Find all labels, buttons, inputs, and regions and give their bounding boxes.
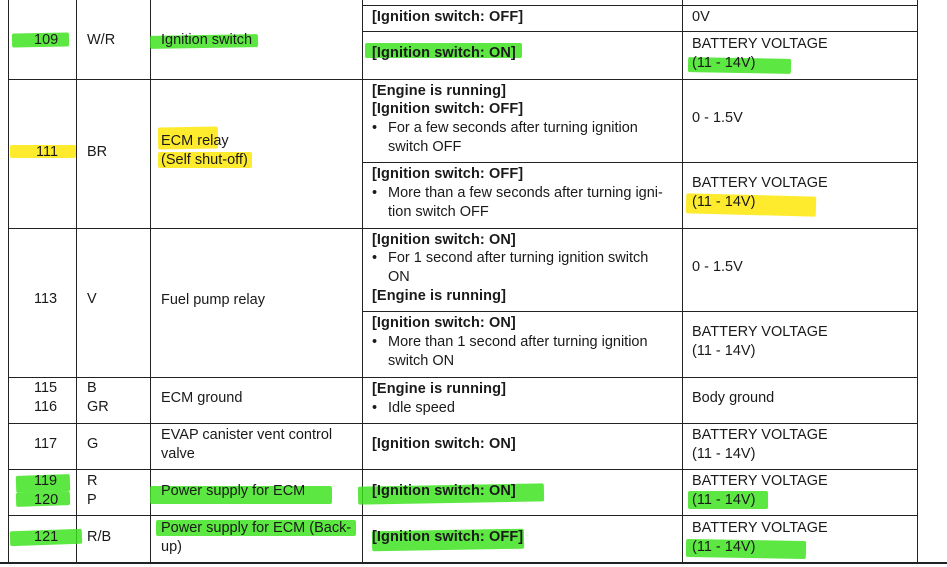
item-description: ECM ground (161, 390, 243, 406)
bullet-line: ON (388, 268, 410, 285)
sub-row-divider (362, 31, 918, 32)
condition-label: [Ignition switch: ON] (372, 232, 516, 248)
wire-color: BR (87, 144, 108, 160)
bullet-glyph: • (372, 120, 378, 136)
bullet-glyph: • (372, 400, 378, 416)
value-text: BATTERY VOLTAGE (692, 473, 828, 489)
terminal-number: 111 (36, 144, 59, 160)
condition-label: [Ignition switch: OFF] (372, 101, 524, 117)
condition-label: [Ignition switch: OFF] (372, 166, 524, 182)
bullet-glyph: • (372, 185, 378, 201)
terminal-number: 120 (34, 492, 59, 508)
value-text: 0 - 1.5V (692, 259, 743, 275)
terminal-number: 117 (34, 436, 58, 452)
condition-bullet (372, 249, 672, 287)
bullet-line: For 1 second after turning ignition switch (388, 250, 649, 266)
value-text: (11 - 14V) (692, 55, 756, 71)
value-text: 0V (692, 9, 710, 25)
terminal-number: 121 (34, 529, 59, 545)
bullet-line: switch OFF (388, 138, 462, 155)
item-description: Ignition switch (161, 32, 253, 48)
wire-color: GR (87, 399, 109, 415)
value-text: BATTERY VOLTAGE (692, 324, 828, 340)
terminal-number: 109 (34, 32, 59, 48)
sub-row-divider (362, 162, 918, 163)
condition-label: [Ignition switch: ON] (372, 436, 516, 452)
condition-label: [Ignition switch: OFF] (372, 529, 524, 545)
wire-color: R (87, 473, 98, 489)
sub-row-divider (362, 311, 918, 312)
condition-bullet (372, 399, 672, 418)
condition-label: [Ignition switch: ON] (372, 315, 516, 331)
item-description: Power supply for ECM (161, 483, 306, 499)
terminal-number: 115 (34, 380, 58, 396)
wire-color: W/R (87, 32, 116, 48)
value-text: (11 - 14V) (692, 446, 756, 462)
value-text: Body ground (692, 390, 775, 406)
value-text: (11 - 14V) (692, 194, 756, 210)
row-divider (8, 377, 918, 378)
sub-row-divider (362, 5, 918, 6)
wire-color: P (87, 492, 97, 508)
column-divider (150, 0, 151, 563)
row-divider (8, 469, 918, 470)
row-divider (8, 79, 918, 80)
bullet-line: For a few seconds after turning ignition (388, 120, 638, 136)
bullet-line: switch ON (388, 352, 455, 369)
wire-color: B (87, 380, 97, 396)
value-text: (11 - 14V) (692, 343, 756, 359)
bullet-line: tion switch OFF (388, 203, 489, 220)
item-description: Fuel pump relay (161, 292, 265, 308)
terminal-number: 116 (34, 399, 58, 415)
condition-bullet (372, 119, 672, 157)
item-description: Power supply for ECM (Back- (161, 520, 352, 536)
condition-bullet (372, 333, 672, 371)
terminal-number: 113 (34, 291, 58, 307)
condition-bullet (372, 184, 677, 222)
row-divider (8, 423, 918, 424)
value-text: BATTERY VOLTAGE (692, 36, 828, 52)
item-description: up) (161, 539, 182, 555)
value-text: (11 - 14V) (692, 539, 756, 555)
value-text: BATTERY VOLTAGE (692, 175, 828, 191)
wire-color: R/B (87, 529, 112, 545)
condition-label: [Ignition switch: OFF] (372, 9, 524, 25)
table-bottom-border (0, 562, 947, 564)
item-description: (Self shut-off) (161, 152, 248, 168)
column-divider (682, 0, 683, 563)
row-divider (8, 228, 918, 229)
value-text: BATTERY VOLTAGE (692, 427, 828, 443)
wire-color: V (87, 291, 97, 307)
table-left-border (8, 0, 9, 563)
row-divider (8, 515, 918, 516)
column-divider (76, 0, 77, 563)
column-divider (362, 0, 363, 563)
value-text: (11 - 14V) (692, 492, 756, 508)
bullet-line: Idle speed (388, 400, 455, 416)
value-text: 0 - 1.5V (692, 110, 743, 126)
condition-label: [Ignition switch: ON] (372, 45, 516, 61)
bullet-line: More than 1 second after turning ignition (388, 334, 648, 350)
item-description: EVAP canister vent control (161, 427, 333, 443)
bullet-glyph: • (372, 250, 378, 266)
item-description: valve (161, 446, 195, 462)
condition-label: [Engine is running] (372, 288, 506, 304)
condition-label: [Ignition switch: ON] (372, 483, 516, 499)
condition-label: [Engine is running] (372, 381, 506, 397)
condition-label: [Engine is running] (372, 83, 506, 99)
wire-color: G (87, 436, 99, 452)
value-text: BATTERY VOLTAGE (692, 520, 828, 536)
bullet-glyph: • (372, 334, 378, 350)
item-description: ECM relay (161, 133, 229, 149)
terminal-number: 119 (34, 473, 58, 489)
table-right-border (917, 0, 918, 563)
bullet-line: More than a few seconds after turning igni- (388, 185, 663, 201)
